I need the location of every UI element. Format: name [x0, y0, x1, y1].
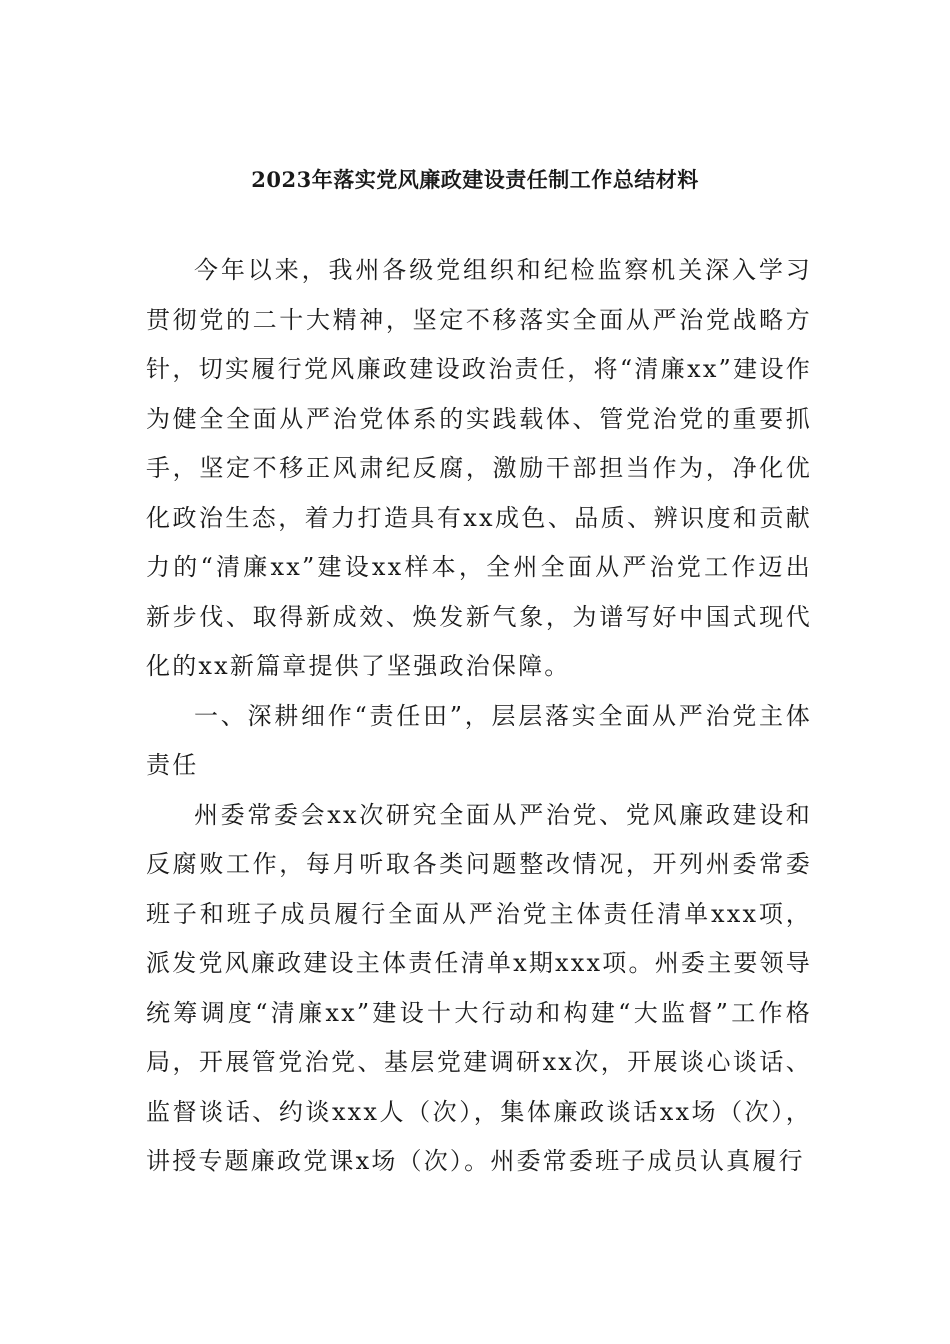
- document-title: 2023年落实党风廉政建设责任制工作总结材料: [251, 167, 699, 192]
- document-body: [146, 246, 812, 1187]
- section-paragraph-1: 州委常委会xx次研究全面从严治党、党风廉政建设和反腐败工作，每月听取各类问题整改情况，开列州委常委班子和班子成员履行全面从严治党主体责任清单xxx项，派发党风廉政建设主体责任清单x期xxx项。州委主要领导统筹调度“清廉xx”建设十大行动和构建“大监督”工作格局，开展管党治党、基层党建调研xx次，开展谈心谈话、监督谈话、约谈xxx人（次），集体廉政谈话xx场（次），讲授专题廉政党课x场（次）。州委常委班子成员认真履行: [146, 800, 812, 1175]
- intro-paragraph: 今年以来，我州各级党组织和纪检监察机关深入学习贯彻党的二十大精神，坚定不移落实全面从严治党战略方针，切实履行党风廉政建设政治责任，将“清廉xx”建设作为健全全面从严治党体系的实践载体、管党治党的重要抓手，坚定不移正风肃纪反腐，激励干部担当作为，净化优化政治生态，着力打造具有xx成色、品质、辨识度和贡献力的“清廉xx”建设xx样本，全州全面从严治党工作迈出新步伐、取得新成效、焕发新气象，为谱写好中国式现代化的xx新篇章提供了坚强政治保障。: [146, 256, 812, 680]
- section-heading-1: 一、深耕细作“责任田”，层层落实全面从严治党主体责任: [146, 701, 812, 779]
